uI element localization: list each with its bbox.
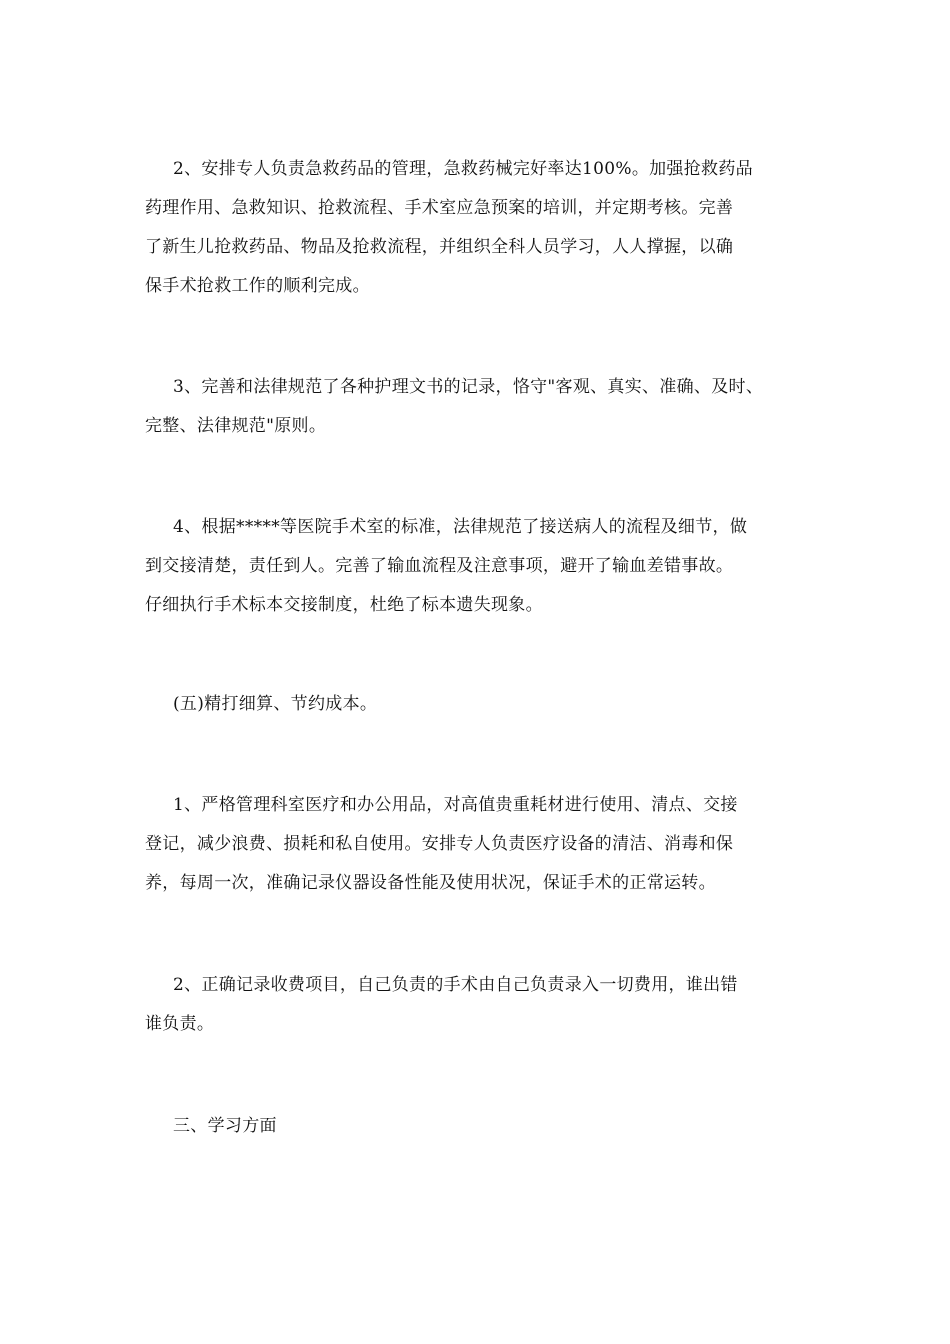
paragraph-line: 保手术抢救工作的顺利完成。 [145,276,370,296]
paragraph-line: 仔细执行手术标本交接制度，杜绝了标本遗失现象。 [145,595,543,615]
paragraph-line: 3、完善和法律规范了各种护理文书的记录，恪守"客观、真实、准确、及时、 [173,377,764,397]
paragraph-line: 2、安排专人负责急救药品的管理，急救药械完好率达100%。加强抢救药品 [173,159,753,179]
section-heading: (五)精打细算、节约成本。 [173,694,378,714]
paragraph-line: 4、根据*****等医院手术室的标准，法律规范了接送病人的流程及细节，做 [173,517,748,537]
paragraph-line: 1、严格管理科室医疗和办公用品，对高值贵重耗材进行使用、清点、交接 [173,795,738,815]
paragraph-patient-transfer [145,508,825,625]
section-heading-learning [145,1107,825,1146]
paragraph-line: 谁负责。 [145,1014,215,1034]
paragraph-line: 药理作用、急救知识、抢救流程、手术室应急预案的培训，并定期考核。完善 [145,198,734,218]
paragraph-line: 了新生儿抢救药品、物品及抢救流程，并组织全科人员学习，人人撑握，以确 [145,237,734,257]
paragraph-line: 完整、法律规范"原则。 [145,416,327,436]
paragraph-line: 到交接清楚，责任到人。完善了输血流程及注意事项，避开了输血差错事故。 [145,556,734,576]
section-heading: 三、学习方面 [173,1116,277,1136]
paragraph-emergency-drugs [145,150,825,306]
paragraph-supplies-management [145,786,825,903]
paragraph-line: 养，每周一次，准确记录仪器设备性能及使用状况，保证手术的正常运转。 [145,873,716,893]
paragraph-line: 2、正确记录收费项目，自己负责的手术由自己负责录入一切费用，谁出错 [173,975,738,995]
paragraph-billing [145,966,825,1044]
section-heading-cost-saving [145,685,825,724]
paragraph-line: 登记，减少浪费、损耗和私自使用。安排专人负责医疗设备的清洁、消毒和保 [145,834,734,854]
paragraph-nursing-records [145,368,825,446]
